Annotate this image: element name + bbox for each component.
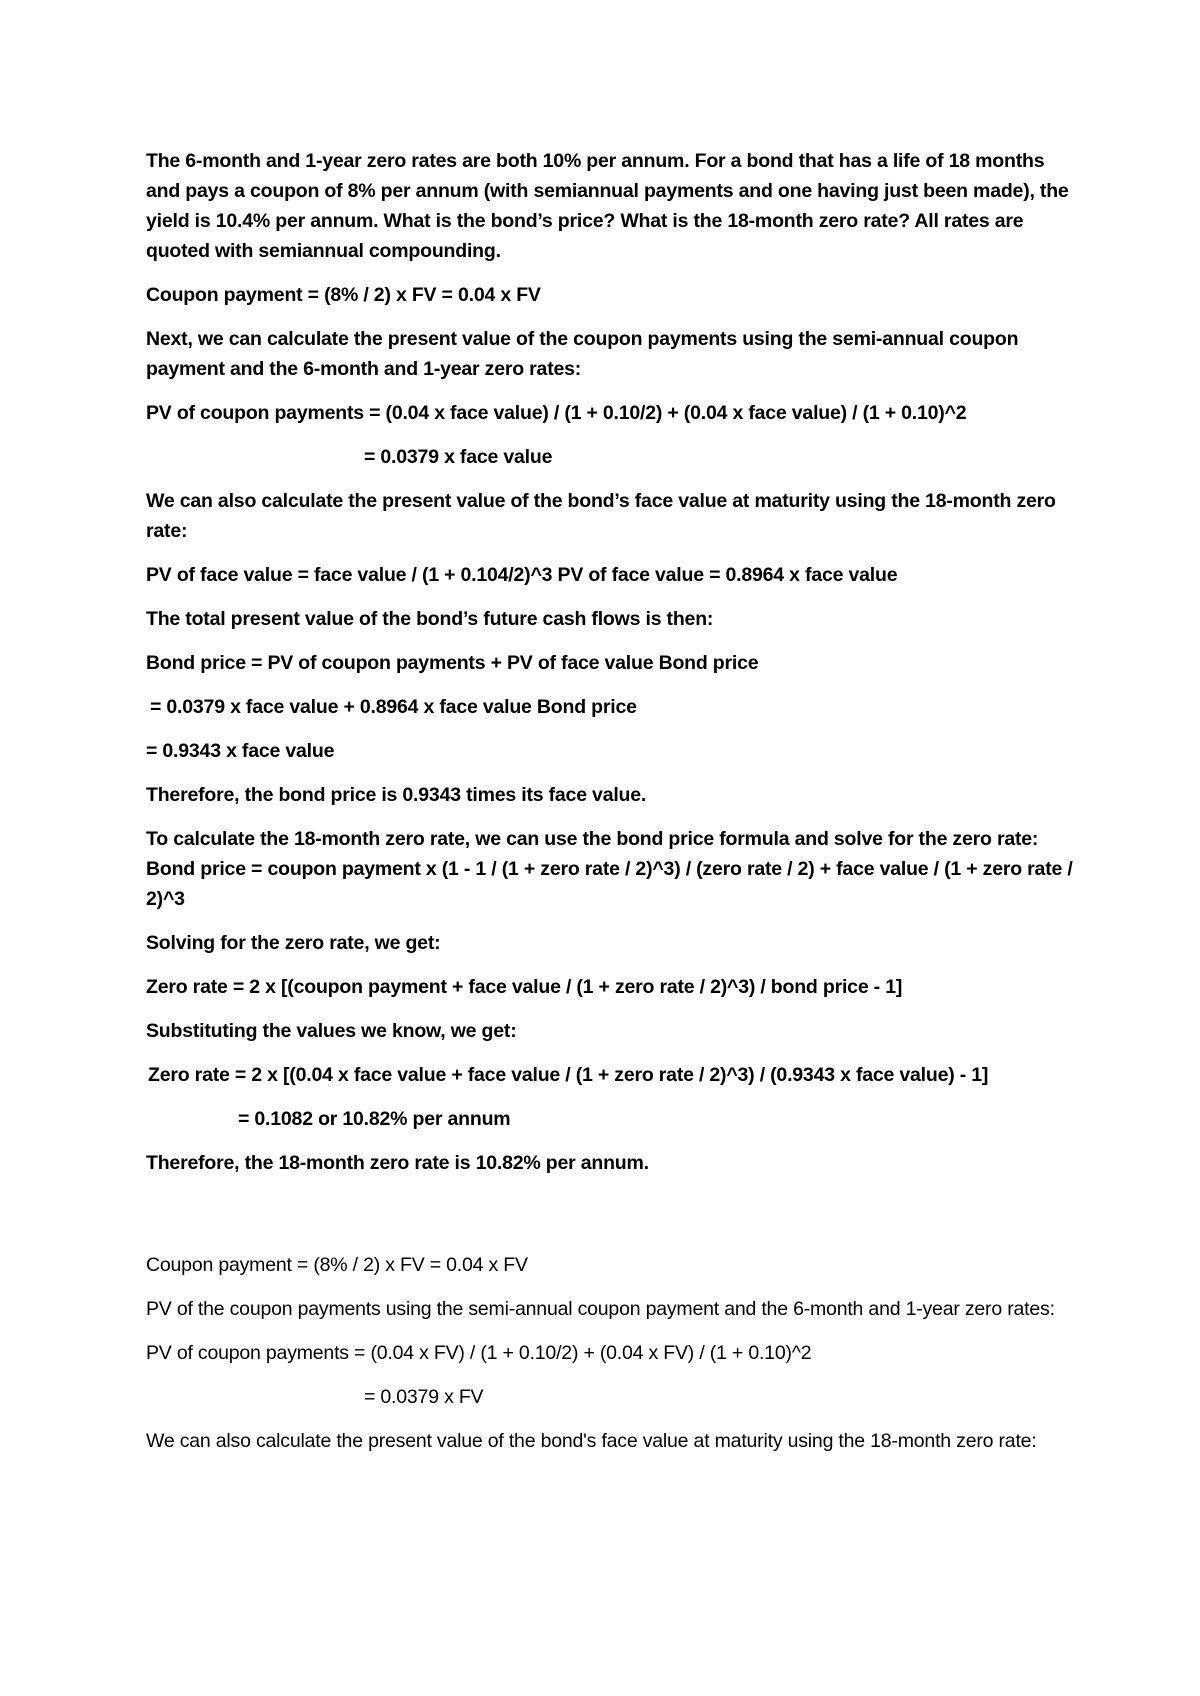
substituting-intro: Substituting the values we know, we get: — [146, 1020, 517, 1042]
zero-rate-substituted: Zero rate = 2 x [(0.04 x face value + face value / (1 + zero rate / 2)^3) / (0.9343 x face value) - 1] — [148, 1064, 989, 1086]
zero-rate-formula: Zero rate = 2 x [(coupon payment + face value / (1 + zero rate / 2)^3) / bond price - 1] — [146, 976, 903, 998]
total-pv-intro: The total present value of the bond’s future cash flows is then: — [146, 608, 714, 630]
coupon-payment-line-plain: Coupon payment = (8% / 2) x FV = 0.04 x FV — [146, 1254, 528, 1276]
question-paragraph: The 6-month and 1-year zero rates are both 10% per annum. For a bond that has a life of 18 months and pays a coupon of 8% per annum (with semiannual payments and one having just been made), the yield is 10.4% per annum. What is the bond’s price? What is the 18-month zero rate? All rates are quoted with semiannual compounding. — [146, 150, 1069, 262]
coupon-pv-result: = 0.0379 x face value — [364, 446, 553, 468]
document-content — [146, 146, 1076, 1470]
zero-rate-formula-intro: To calculate the 18-month zero rate, we can use the bond price formula and solve for the zero rate: Bond price = coupon payment x (1 - 1 / (1 + zero rate / 2)^3) / (zero rate / 2) + face value / (1 + zero rate / 2)^3 — [146, 828, 1073, 910]
bond-price-conclusion: Therefore, the bond price is 0.9343 times its face value. — [146, 784, 647, 806]
section-gap — [146, 1192, 1076, 1250]
solving-intro: Solving for the zero rate, we get: — [146, 932, 441, 954]
coupon-pv-result-plain: = 0.0379 x FV — [364, 1386, 484, 1408]
zero-rate-conclusion: Therefore, the 18-month zero rate is 10.82% per annum. — [146, 1152, 649, 1174]
coupon-pv-formula-plain: PV of coupon payments = (0.04 x FV) / (1 + 0.10/2) + (0.04 x FV) / (1 + 0.10)^2 — [146, 1342, 812, 1364]
bond-price-formula: Bond price = PV of coupon payments + PV of face value Bond price — [146, 652, 759, 674]
face-value-intro: We can also calculate the present value of the bond’s face value at maturity using the 18-month zero rate: — [146, 490, 1056, 542]
coupon-pv-intro: Next, we can calculate the present value of the coupon payments using the semi-annual coupon payment and the 6-month and 1-year zero rates: — [146, 328, 1019, 380]
zero-rate-result: = 0.1082 or 10.82% per annum — [238, 1108, 511, 1130]
face-value-pv-formula: PV of face value = face value / (1 + 0.104/2)^3 PV of face value = 0.8964 x face value — [146, 564, 898, 586]
bond-price-result: = 0.9343 x face value — [146, 740, 335, 762]
coupon-payment-line: Coupon payment = (8% / 2) x FV = 0.04 x FV — [146, 284, 541, 306]
face-value-intro-plain: We can also calculate the present value of the bond's face value at maturity using the 18-month zero rate: — [146, 1430, 1037, 1452]
bond-price-sum: = 0.0379 x face value + 0.8964 x face value Bond price — [150, 696, 637, 718]
coupon-pv-formula: PV of coupon payments = (0.04 x face value) / (1 + 0.10/2) + (0.04 x face value) / (1 + 0.10)^2 — [146, 402, 967, 424]
coupon-pv-intro-plain: PV of the coupon payments using the semi-annual coupon payment and the 6-month and 1-year zero rates: — [146, 1298, 1055, 1320]
